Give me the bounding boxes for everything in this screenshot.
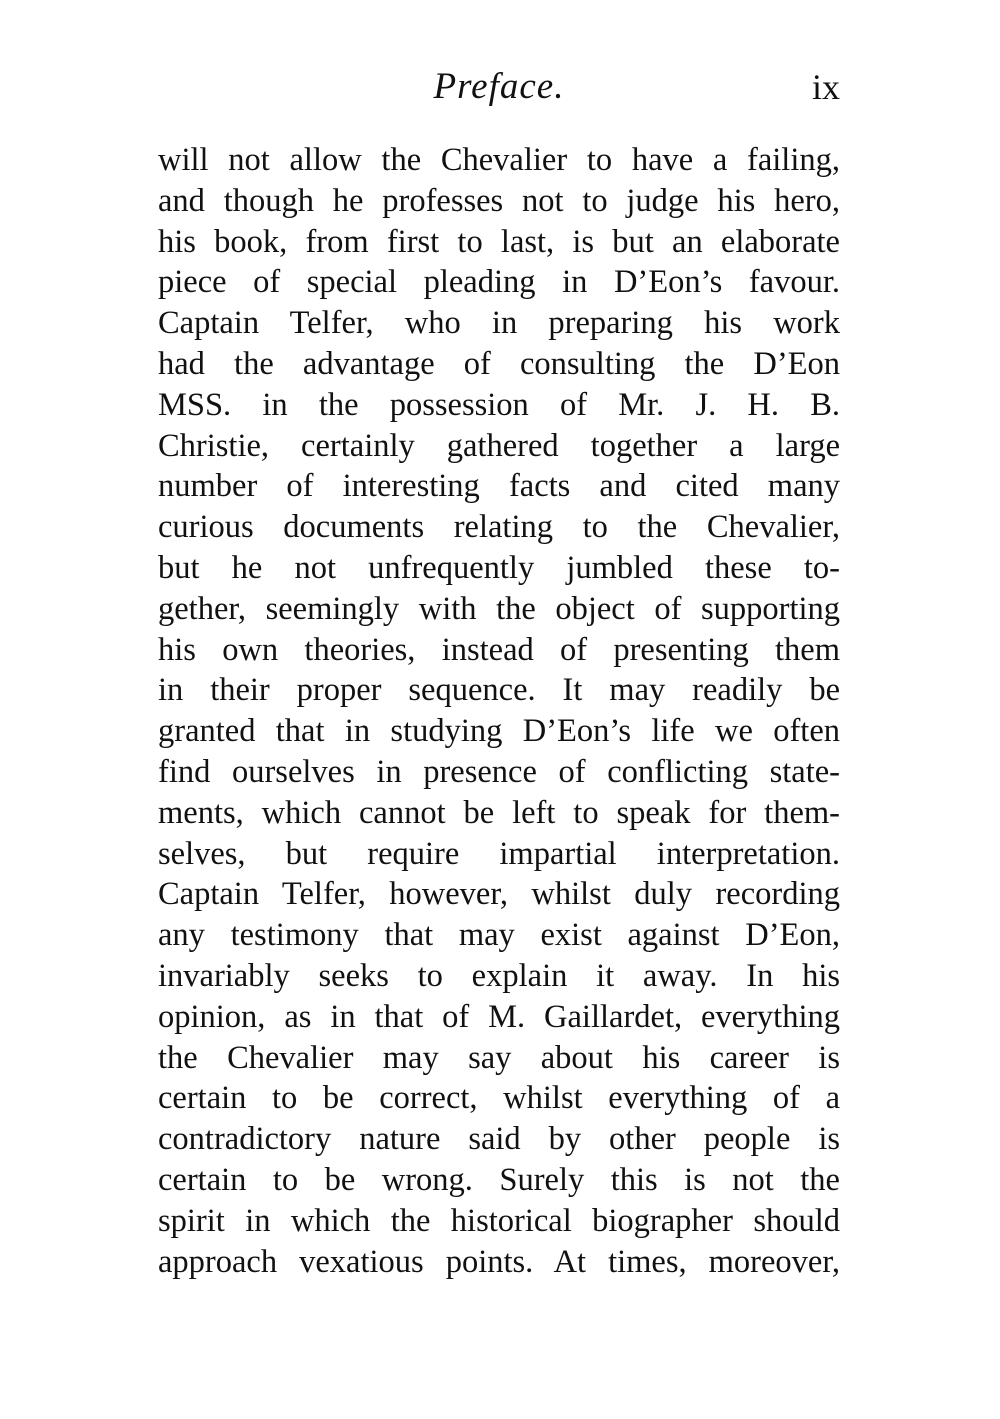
text-line: selves, but require impartial interpretation. (158, 835, 840, 872)
text-line: ments, which cannot be left to speak for them- (158, 794, 840, 831)
text-line: Captain Telfer, who in preparing his work (158, 305, 840, 342)
text-line: certain to be wrong. Surely this is not the (158, 1161, 840, 1198)
text-line: Captain Telfer, however, whilst duly recording (158, 876, 840, 913)
running-head (158, 62, 840, 112)
text-line: Christie, certainly gathered together a large (158, 427, 840, 464)
text-line: and though he professes not to judge his hero, (158, 182, 840, 219)
text-line: gether, seemingly with the object of supporting (158, 590, 840, 627)
text-line: piece of special pleading in D’Eon’s favour. (158, 264, 840, 301)
text-line: find ourselves in presence of conflicting state- (158, 753, 840, 790)
text-line: any testimony that may exist against D’Eon, (158, 917, 840, 954)
text-line: approach vexatious points. At times, moreover, (158, 1243, 840, 1280)
text-line: granted that in studying D’Eon’s life we often (158, 713, 840, 750)
body-text (158, 140, 840, 1282)
text-line: his book, from first to last, is but an elaborate (158, 223, 840, 260)
page-number: ix (811, 67, 840, 107)
text-line: MSS. in the possession of Mr. J. H. B. (158, 386, 840, 423)
text-line: in their proper sequence. It may readily be (158, 672, 840, 709)
running-title: Preface. (433, 66, 565, 107)
text-line: had the advantage of consulting the D’Eon (158, 345, 840, 382)
text-line: number of interesting facts and cited many (158, 468, 840, 505)
text-line: the Chevalier may say about his career is (158, 1039, 840, 1076)
text-line: but he not unfrequently jumbled these to- (158, 549, 840, 586)
text-line: contradictory nature said by other people is (158, 1121, 840, 1158)
text-line: curious documents relating to the Chevalier, (158, 509, 840, 546)
text-line: opinion, as in that of M. Gaillardet, everything (158, 998, 840, 1035)
text-line: certain to be correct, whilst everything of a (158, 1080, 840, 1117)
text-line: his own theories, instead of presenting them (158, 631, 840, 668)
text-line: spirit in which the historical biographer should (158, 1202, 840, 1239)
text-line: will not allow the Chevalier to have a failing, (158, 142, 840, 178)
text-line: invariably seeks to explain it away. In his (158, 957, 840, 994)
